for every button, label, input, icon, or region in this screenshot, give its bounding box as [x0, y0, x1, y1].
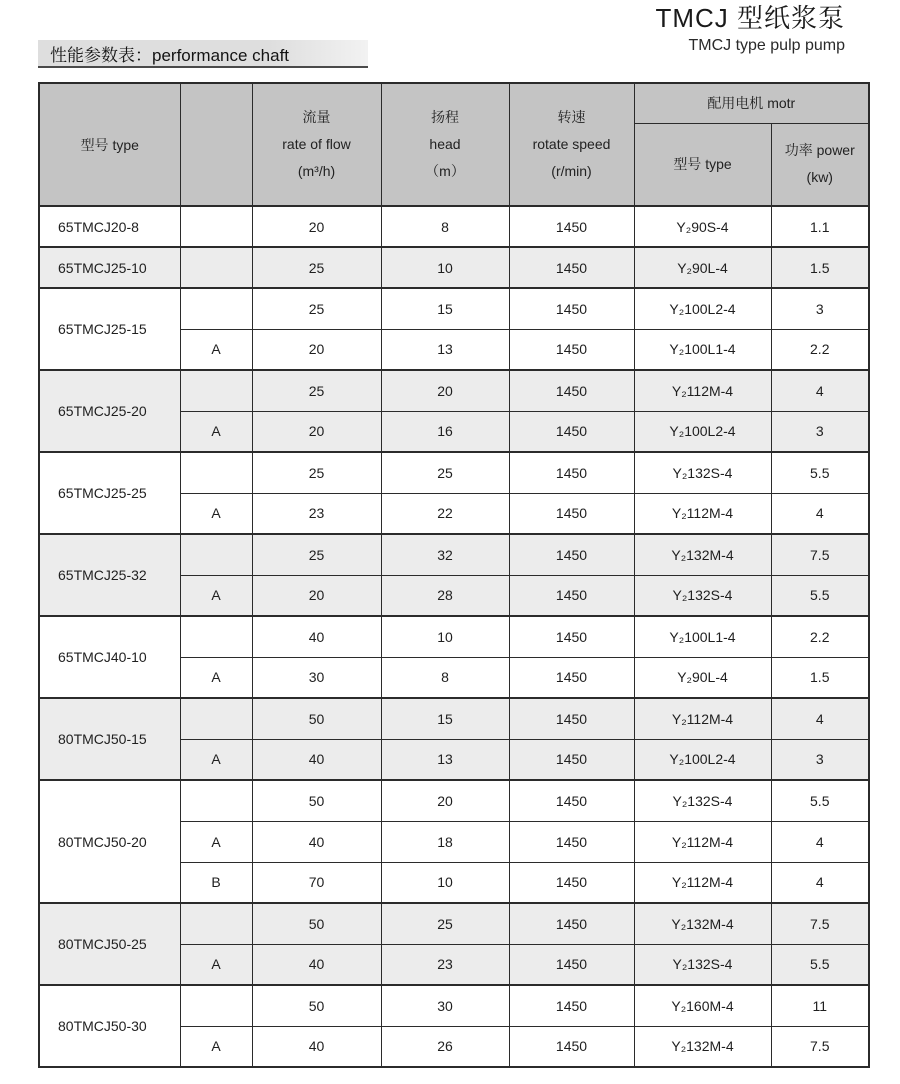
- col-header-head: [381, 83, 509, 206]
- section-header-label: 性能参数表：performance chaft: [50, 45, 290, 65]
- flow-cell: 50: [252, 903, 381, 944]
- model-cell: 65TMCJ25-32: [39, 534, 180, 616]
- variant-cell: A: [180, 493, 252, 534]
- flow-cell: 25: [252, 534, 381, 575]
- motor-cell: Y₂160M-4: [634, 985, 771, 1026]
- page-title-block: [655, 4, 845, 55]
- motor-cell: Y₂100L1-4: [634, 329, 771, 370]
- table-row: [39, 288, 869, 329]
- motor-cell: Y₂112M-4: [634, 698, 771, 739]
- flow-cell: 50: [252, 698, 381, 739]
- variant-cell: [180, 780, 252, 821]
- variant-cell: A: [180, 821, 252, 862]
- motor-cell: Y₂100L2-4: [634, 411, 771, 452]
- variant-cell: [180, 698, 252, 739]
- flow-cell: 20: [252, 329, 381, 370]
- head-cell: 10: [381, 616, 509, 657]
- model-cell: 65TMCJ40-10: [39, 616, 180, 698]
- flow-cell: 40: [252, 821, 381, 862]
- col-header-motor-model: 型号 type: [634, 123, 771, 206]
- col-header-flow-unit: (m³/h): [297, 163, 336, 180]
- power-cell: 4: [771, 370, 869, 411]
- head-cell: 15: [381, 698, 509, 739]
- head-cell: 22: [381, 493, 509, 534]
- variant-cell: [180, 903, 252, 944]
- head-cell: 13: [381, 329, 509, 370]
- speed-cell: 1450: [509, 452, 634, 493]
- table-body: [39, 206, 869, 1067]
- table-row: [39, 780, 869, 821]
- model-cell: 80TMCJ50-30: [39, 985, 180, 1067]
- flow-cell: 20: [252, 206, 381, 247]
- flow-cell: 23: [252, 493, 381, 534]
- flow-cell: 70: [252, 862, 381, 903]
- flow-cell: 40: [252, 616, 381, 657]
- col-header-motor-power: [771, 123, 869, 206]
- variant-cell: A: [180, 329, 252, 370]
- model-cell: 65TMCJ25-20: [39, 370, 180, 452]
- power-cell: 4: [771, 493, 869, 534]
- flow-cell: 40: [252, 1026, 381, 1067]
- variant-cell: A: [180, 1026, 252, 1067]
- speed-cell: 1450: [509, 329, 634, 370]
- power-cell: 2.2: [771, 329, 869, 370]
- speed-cell: 1450: [509, 247, 634, 288]
- col-header-flow-cn: 流量: [302, 108, 331, 125]
- motor-cell: Y₂100L2-4: [634, 288, 771, 329]
- head-cell: 8: [381, 206, 509, 247]
- head-cell: 10: [381, 862, 509, 903]
- table-row: [39, 616, 869, 657]
- head-cell: 15: [381, 288, 509, 329]
- variant-cell: [180, 206, 252, 247]
- flow-cell: 40: [252, 739, 381, 780]
- col-header-speed-unit: (r/min): [551, 163, 592, 180]
- speed-cell: 1450: [509, 288, 634, 329]
- power-cell: 11: [771, 985, 869, 1026]
- speed-cell: 1450: [509, 780, 634, 821]
- flow-cell: 50: [252, 780, 381, 821]
- col-header-speed: [509, 83, 634, 206]
- power-cell: 1.5: [771, 657, 869, 698]
- table-row: [39, 370, 869, 411]
- head-cell: 30: [381, 985, 509, 1026]
- power-cell: 7.5: [771, 903, 869, 944]
- variant-cell: A: [180, 739, 252, 780]
- col-header-head-en: head: [429, 135, 461, 152]
- power-cell: 2.2: [771, 616, 869, 657]
- model-cell: 80TMCJ50-25: [39, 903, 180, 985]
- table-header: [39, 83, 869, 206]
- variant-cell: B: [180, 862, 252, 903]
- variant-cell: [180, 247, 252, 288]
- flow-cell: 25: [252, 288, 381, 329]
- variant-cell: A: [180, 944, 252, 985]
- power-cell: 1.5: [771, 247, 869, 288]
- col-header-head-cn: 扬程: [431, 108, 459, 125]
- variant-cell: [180, 288, 252, 329]
- head-cell: 28: [381, 575, 509, 616]
- speed-cell: 1450: [509, 903, 634, 944]
- col-header-motor-group: 配用电机 motr: [634, 83, 869, 123]
- flow-cell: 50: [252, 985, 381, 1026]
- power-cell: 5.5: [771, 452, 869, 493]
- motor-cell: Y₂132S-4: [634, 452, 771, 493]
- speed-cell: 1450: [509, 370, 634, 411]
- variant-cell: [180, 534, 252, 575]
- flow-cell: 30: [252, 657, 381, 698]
- motor-cell: Y₂100L1-4: [634, 616, 771, 657]
- speed-cell: 1450: [509, 657, 634, 698]
- power-cell: 1.1: [771, 206, 869, 247]
- head-cell: 8: [381, 657, 509, 698]
- col-header-model: 型号 type: [39, 83, 180, 206]
- power-cell: 5.5: [771, 944, 869, 985]
- speed-cell: 1450: [509, 739, 634, 780]
- table-row: [39, 903, 869, 944]
- motor-cell: Y₂90L-4: [634, 657, 771, 698]
- variant-cell: A: [180, 411, 252, 452]
- motor-cell: Y₂132M-4: [634, 1026, 771, 1067]
- speed-cell: 1450: [509, 862, 634, 903]
- speed-cell: 1450: [509, 985, 634, 1026]
- power-cell: 5.5: [771, 575, 869, 616]
- head-cell: 25: [381, 452, 509, 493]
- flow-cell: 25: [252, 370, 381, 411]
- page-subtitle: TMCJ type pulp pump: [688, 36, 845, 54]
- flow-cell: 20: [252, 411, 381, 452]
- motor-cell: Y₂112M-4: [634, 862, 771, 903]
- motor-cell: Y₂132M-4: [634, 903, 771, 944]
- head-cell: 25: [381, 903, 509, 944]
- model-cell: 65TMCJ25-15: [39, 288, 180, 370]
- model-cell: 65TMCJ25-25: [39, 452, 180, 534]
- head-cell: 23: [381, 944, 509, 985]
- variant-cell: [180, 452, 252, 493]
- motor-cell: Y₂112M-4: [634, 370, 771, 411]
- col-header-speed-en: rotate speed: [532, 135, 611, 152]
- power-cell: 7.5: [771, 534, 869, 575]
- head-cell: 10: [381, 247, 509, 288]
- motor-cell: Y₂90S-4: [634, 206, 771, 247]
- flow-cell: 25: [252, 247, 381, 288]
- performance-table: [38, 82, 870, 1068]
- speed-cell: 1450: [509, 534, 634, 575]
- power-cell: 5.5: [771, 780, 869, 821]
- section-header-bar: [38, 40, 368, 68]
- speed-cell: 1450: [509, 575, 634, 616]
- speed-cell: 1450: [509, 944, 634, 985]
- motor-cell: Y₂132M-4: [634, 534, 771, 575]
- flow-cell: 25: [252, 452, 381, 493]
- motor-cell: Y₂90L-4: [634, 247, 771, 288]
- speed-cell: 1450: [509, 821, 634, 862]
- col-header-variant: [180, 83, 252, 206]
- motor-cell: Y₂112M-4: [634, 493, 771, 534]
- flow-cell: 20: [252, 575, 381, 616]
- power-cell: 4: [771, 698, 869, 739]
- page-title: TMCJ 型纸浆泵: [655, 3, 845, 33]
- power-cell: 7.5: [771, 1026, 869, 1067]
- model-cell: 65TMCJ20-8: [39, 206, 180, 247]
- head-cell: 32: [381, 534, 509, 575]
- motor-cell: Y₂132S-4: [634, 944, 771, 985]
- power-cell: 3: [771, 739, 869, 780]
- model-cell: 80TMCJ50-15: [39, 698, 180, 780]
- col-header-flow-en: rate of flow: [282, 135, 351, 152]
- motor-cell: Y₂112M-4: [634, 821, 771, 862]
- col-header-speed-cn: 转速: [557, 108, 586, 125]
- table-row: [39, 698, 869, 739]
- speed-cell: 1450: [509, 411, 634, 452]
- model-cell: 65TMCJ25-10: [39, 247, 180, 288]
- col-header-flow: [252, 83, 381, 206]
- head-cell: 26: [381, 1026, 509, 1067]
- variant-cell: A: [180, 657, 252, 698]
- motor-cell: Y₂132S-4: [634, 780, 771, 821]
- speed-cell: 1450: [509, 616, 634, 657]
- variant-cell: A: [180, 575, 252, 616]
- col-header-motor-power-unit: (kw): [806, 169, 833, 186]
- speed-cell: 1450: [509, 1026, 634, 1067]
- power-cell: 3: [771, 288, 869, 329]
- table-row: [39, 985, 869, 1026]
- head-cell: 16: [381, 411, 509, 452]
- power-cell: 4: [771, 821, 869, 862]
- variant-cell: [180, 616, 252, 657]
- table-row: [39, 534, 869, 575]
- table-row: [39, 247, 869, 288]
- speed-cell: 1450: [509, 493, 634, 534]
- flow-cell: 40: [252, 944, 381, 985]
- motor-cell: Y₂132S-4: [634, 575, 771, 616]
- speed-cell: 1450: [509, 698, 634, 739]
- col-header-head-unit: （m）: [425, 163, 465, 180]
- head-cell: 20: [381, 780, 509, 821]
- power-cell: 3: [771, 411, 869, 452]
- head-cell: 20: [381, 370, 509, 411]
- table-row: [39, 452, 869, 493]
- power-cell: 4: [771, 862, 869, 903]
- variant-cell: [180, 985, 252, 1026]
- col-header-motor-power-cn: 功率 power: [784, 141, 855, 158]
- table-row: [39, 206, 869, 247]
- model-cell: 80TMCJ50-20: [39, 780, 180, 903]
- head-cell: 18: [381, 821, 509, 862]
- speed-cell: 1450: [509, 206, 634, 247]
- motor-cell: Y₂100L2-4: [634, 739, 771, 780]
- variant-cell: [180, 370, 252, 411]
- head-cell: 13: [381, 739, 509, 780]
